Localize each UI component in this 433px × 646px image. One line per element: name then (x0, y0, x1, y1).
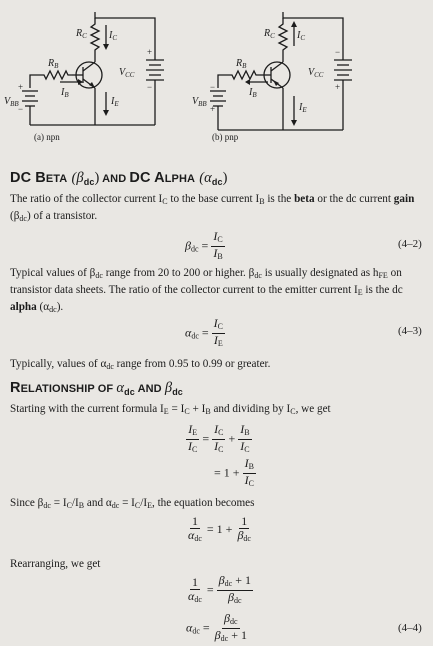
svg-text:+: + (335, 82, 341, 92)
npn-caption: (a) npn (34, 132, 60, 142)
npn-vcc-label: $V_{CC}$ (119, 67, 135, 79)
npn-vbb-label: $V_{BB}$ (4, 96, 19, 108)
beta-typical-paragraph: Typical values of $\beta_{dc}$ range from 20 to 200 or higher. $\beta_{dc}$ is usually designated as $h_{FE}$ on transistor data sheets. The ratio of the collector current to the emitter current $I_E$ is the dc alpha $(\alpha_{dc})$. (10, 267, 403, 314)
pnp-caption: (b) pnp (212, 132, 239, 142)
pnp-ib-label: $I_B$ (249, 87, 257, 99)
equation-number-4-2: (4–2) (398, 238, 422, 250)
pnp-ic-label: $I_C$ (297, 30, 306, 42)
pnp-rb-label: $R_B$ (236, 58, 247, 70)
svg-text:−: − (18, 104, 24, 114)
pnp-vcc-label: $V_{CC}$ (308, 67, 324, 79)
svg-text:−: − (147, 82, 153, 92)
section-heading-relationship: RELATIONSHIP OF $\alpha_{dc}$ AND $\beta_{dc}$ (10, 380, 183, 397)
svg-text:−: − (210, 82, 216, 92)
equation-4-2: $\beta_{dc}$ = $\frac{I_C}{I_B}$ (185, 229, 223, 261)
pnp-vbb-label: $V_{BB}$ (192, 96, 207, 108)
equation-number-4-3: (4–3) (398, 325, 422, 337)
equation-4-3: $\alpha_{dc}$ = $\frac{I_C}{I_E}$ (185, 316, 223, 348)
pnp-ie-label: $I_E$ (299, 102, 307, 114)
svg-text:+: + (210, 104, 216, 114)
equation-4-4: $\alpha_{dc}$ = $\frac{\beta_{dc}}{\beta_{dc} + 1}$ (186, 611, 247, 643)
svg-text:−: − (335, 47, 341, 57)
equation-divide-by-ic: $\frac{I_E}{I_C}$ = $\frac{I_C}{I_C}$ + $\frac{I_B}{I_C}$ (188, 422, 250, 454)
relationship-intro-paragraph: Starting with the current formula $I_E = I_C + I_B$ and dividing by $I_C$, we get (10, 403, 331, 416)
svg-text:+: + (18, 82, 24, 92)
alpha-typical-paragraph: Typically, values of $\alpha_{dc}$ range from 0.95 to 0.99 or greater. (10, 358, 271, 371)
equation-rearranged: $\frac{1}{\alpha_{dc}}$ = $\frac{\beta_{dc} + 1}{\beta_{dc}}$ (188, 573, 251, 605)
circuit-figure (0, 0, 433, 160)
equation-one-plus-ratio: = 1 + $\frac{I_B}{I_C}$ (214, 456, 254, 488)
since-paragraph: Since $\beta_{dc} = I_C/I_B$ and $\alpha_{dc} = I_C/I_E$, the equation becomes (10, 497, 255, 510)
npn-rc-label: $R_C$ (76, 28, 87, 40)
npn-ie-label: $I_E$ (111, 96, 119, 108)
rearranging-paragraph: Rearranging, we get (10, 558, 101, 570)
npn-ic-label: $I_C$ (109, 30, 118, 42)
section-heading-beta-alpha: DC BETA $(\beta_{dc})$ AND DC ALPHA $(\alpha_{dc})$ (10, 170, 228, 187)
npn-rb-label: $R_B$ (48, 58, 59, 70)
svg-text:+: + (147, 47, 153, 57)
equation-reciprocal-alpha: $\frac{1}{\alpha_{dc}}$ = 1 + $\frac{1}{\beta_{dc}}$ (188, 514, 251, 543)
beta-definition-paragraph: The ratio of the collector current $I_C$ to the base current $I_B$ is the beta or the dc current gain $(\beta_{dc})$ of a transistor. (10, 193, 415, 223)
npn-circuit (22, 12, 164, 125)
equation-number-4-4: (4–4) (398, 622, 422, 634)
pnp-rc-label: $R_C$ (264, 28, 275, 40)
npn-ib-label: $I_B$ (61, 87, 69, 99)
pnp-circuit (210, 12, 352, 130)
